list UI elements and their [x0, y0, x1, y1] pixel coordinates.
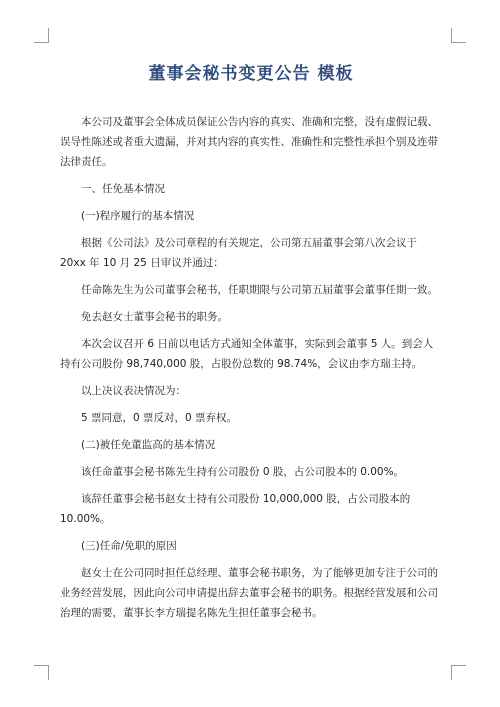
appointment-paragraph: 任命陈先生为公司董事会秘书，任职期限与公司第五届董事会董事任期一致。 — [81, 284, 438, 296]
board-resolution-paragraph: 根据《公司法》及公司章程的有关规定，公司第五届董事会第八次会议于 20xx 年 10 月 25 日审议并通过： — [60, 237, 417, 269]
document-page — [60, 62, 442, 623]
vote-intro-paragraph: 以上决议表决情况为： — [81, 385, 186, 397]
section-heading-appointment: 一、任免基本情况 — [81, 183, 165, 195]
new-secretary-shares-paragraph: 该任命董事会秘书陈先生持有公司股份 0 股，占公司股本的 0.00%。 — [81, 466, 405, 478]
document-title: 董事会秘书变更公告 模板 — [148, 64, 354, 84]
page-corner-mark-bottom-right — [451, 665, 466, 680]
page-corner-mark-top-left — [34, 28, 49, 43]
meeting-attendance-paragraph: 本次会议召开 6 日前以电话方式通知全体董事，实际到会董事 5 人。到会人持有公司股份 98,740,000 股，占股份总数的 98.74%，会议由李方瑞主持。 — [60, 338, 434, 370]
disclaimer-paragraph: 本公司及董事会全体成员保证公告内容的真实、准确和完整，没有虚假记载、误导性陈述或者重大遗漏，并对其内容的真实性、准确性和完整性承担个别及连带法律责任。 — [60, 116, 438, 168]
subsection-heading-personnel: (二)被任免董监高的基本情况 — [81, 439, 216, 451]
removal-paragraph: 免去赵女士董事会秘书的职务。 — [81, 311, 228, 323]
reason-paragraph: 赵女士在公司同时担任总经理、董事会秘书职务，为了能够更加专注于公司的业务经营发展，因此向公司申请提出辞去董事会秘书的职务。根据经营发展和公司治理的需要，董事长李方瑞提名陈先生担任董事会秘书。 — [60, 567, 438, 619]
vote-result-paragraph: 5 票同意，0 票反对，0 票弃权。 — [81, 412, 238, 424]
subsection-heading-procedure: (一)程序履行的基本情况 — [81, 210, 195, 222]
page-corner-mark-bottom-left — [34, 665, 49, 680]
resigned-secretary-shares-paragraph: 该辞任董事会秘书赵女士持有公司股份 10,000,000 股，占公司股本的 10.00%。 — [60, 493, 411, 525]
subsection-heading-reason: (三)任命/免职的原因 — [81, 540, 177, 552]
page-corner-mark-top-right — [451, 28, 466, 43]
